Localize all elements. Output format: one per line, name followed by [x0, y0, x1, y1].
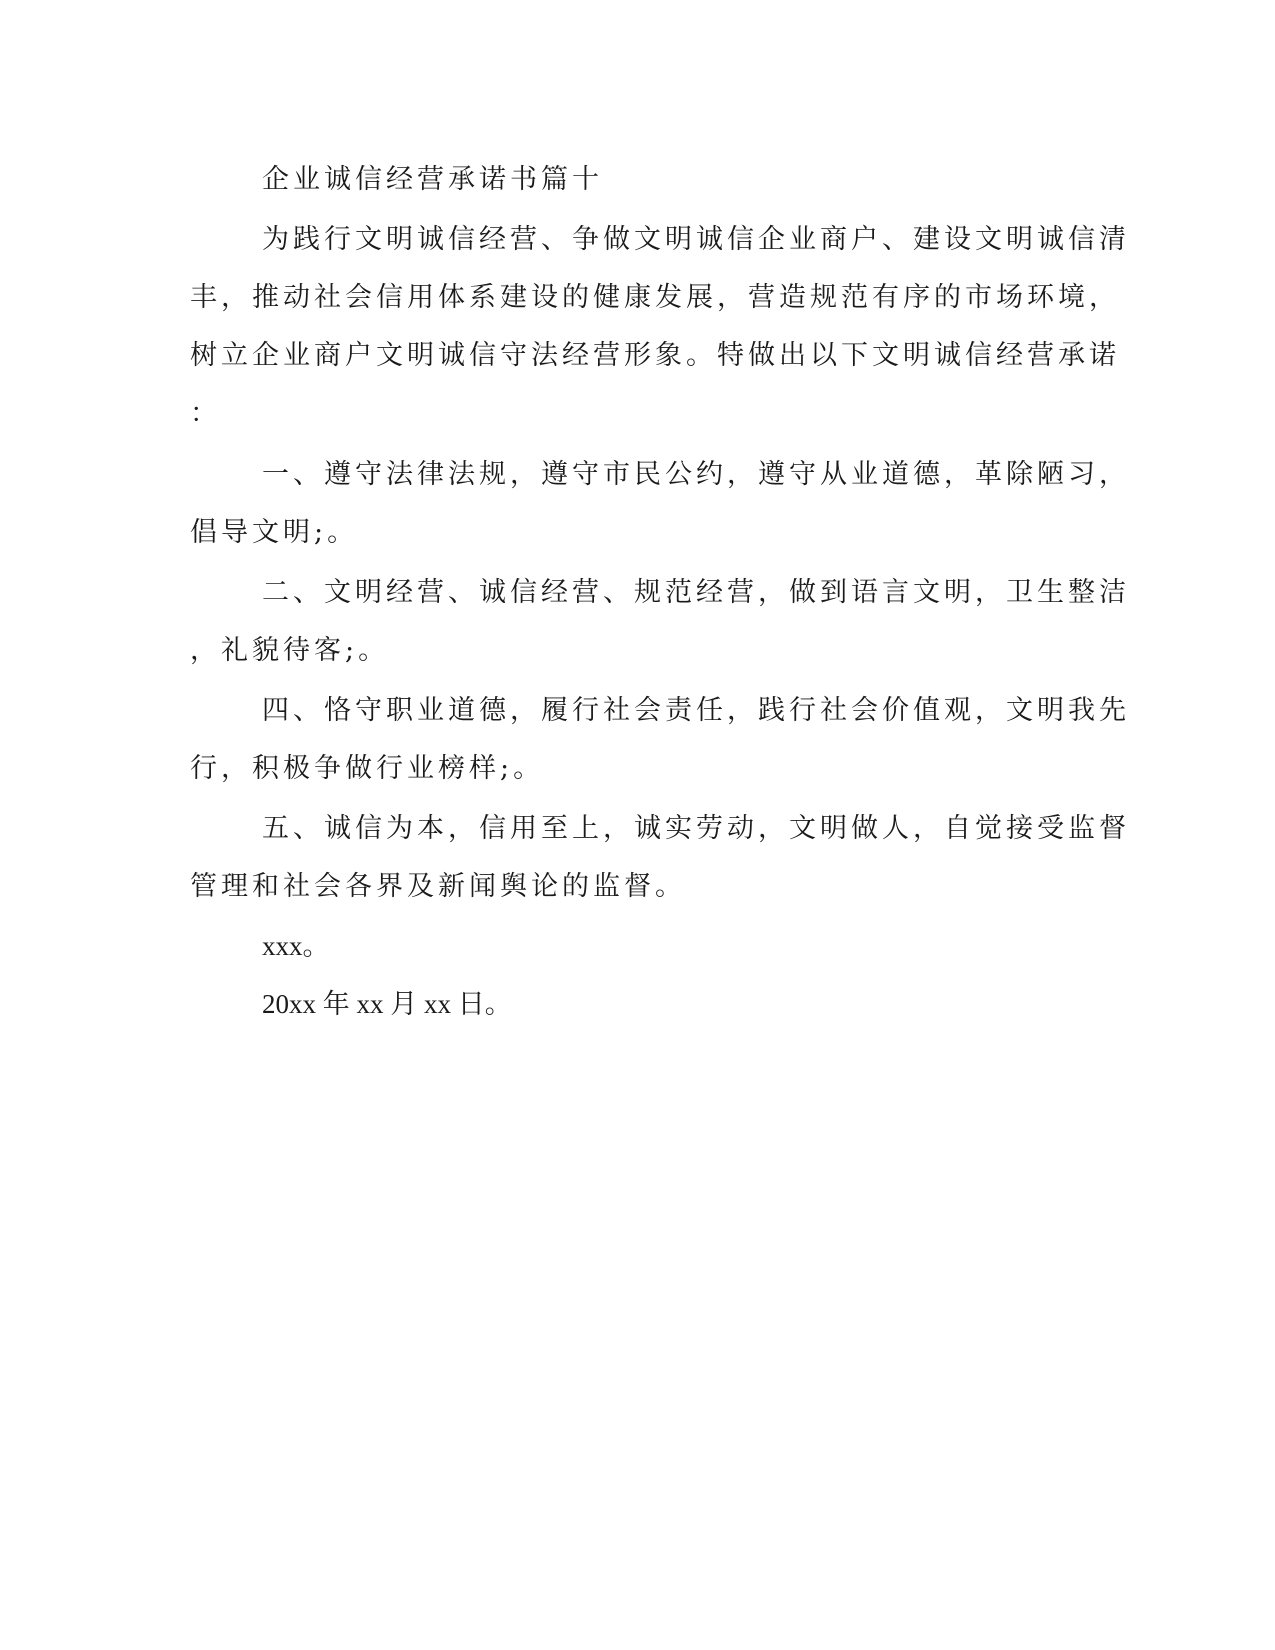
item-2-line-1: 二、文明经营、诚信经营、规范经营，做到语言文明，卫生整洁: [262, 577, 1130, 608]
item-5-line-1: 五、诚信为本，信用至上，诚实劳动，文明做人，自觉接受监督: [262, 813, 1130, 844]
item-1-line-1: 一、遵守法律法规，遵守市民公约，遵守从业道德，革除陋习，: [262, 459, 1130, 490]
item-2-line-2: ，礼貌待客;。: [190, 635, 390, 666]
signature: xxx。: [262, 931, 330, 961]
intro-line-4: ：: [190, 398, 221, 429]
intro-line-2: 丰，推动社会信用体系建设的健康发展，营造规范有序的市场环境，: [190, 282, 1120, 313]
item-4-line-2: 行，积极争做行业榜样;。: [190, 753, 545, 784]
date: 20xx 年 xx 月 xx 日。: [262, 989, 512, 1019]
item-4-line-1: 四、恪守职业道德，履行社会责任，践行社会价值观，文明我先: [262, 695, 1130, 726]
document-title: 企业诚信经营承诺书篇十: [262, 164, 603, 195]
intro-line-1: 为践行文明诚信经营、争做文明诚信企业商户、建设文明诚信清: [262, 224, 1130, 255]
intro-line-3: 树立企业商户文明诚信守法经营形象。特做出以下文明诚信经营承诺: [190, 340, 1120, 371]
item-1-line-2: 倡导文明;。: [190, 517, 359, 548]
item-5-line-2: 管理和社会各界及新闻舆论的监督。: [190, 871, 686, 902]
